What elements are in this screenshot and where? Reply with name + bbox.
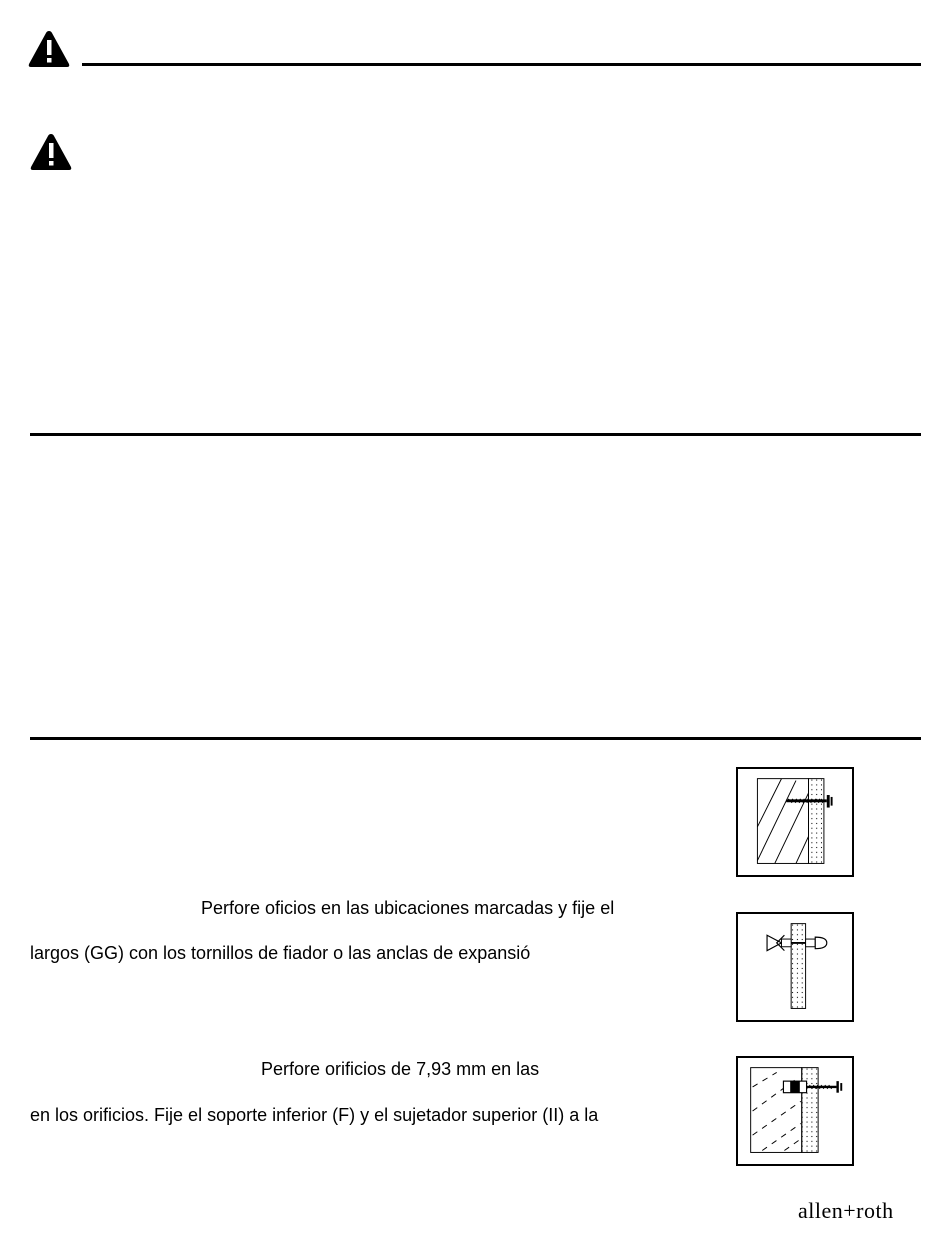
brand-logo: allen+roth bbox=[798, 1198, 894, 1223]
warning-header-rule bbox=[82, 63, 921, 66]
section-divider-2 bbox=[30, 737, 921, 740]
masonry-anchor-diagram bbox=[736, 1056, 854, 1166]
wood-step-line-1: Perfore oficios en las ubicaciones marcadas y fije el bbox=[201, 898, 615, 918]
masonry-step-line-2: en los orificios. Fije el soporte inferior (F) y el sujetador superior (II) a la bbox=[30, 1105, 599, 1125]
wood-step-line-2: largos (GG) con los tornillos de fiador o las anclas de expansió bbox=[30, 943, 531, 963]
toggle-bolt-drywall-diagram bbox=[736, 912, 854, 1022]
wood-stud-screw-diagram bbox=[736, 767, 854, 877]
caution-triangle-icon bbox=[30, 133, 72, 171]
masonry-step-line-1: Perfore orificios de 7,93 mm en las bbox=[261, 1059, 540, 1079]
warning-triangle-icon bbox=[28, 30, 70, 68]
section-divider-1 bbox=[30, 433, 921, 436]
